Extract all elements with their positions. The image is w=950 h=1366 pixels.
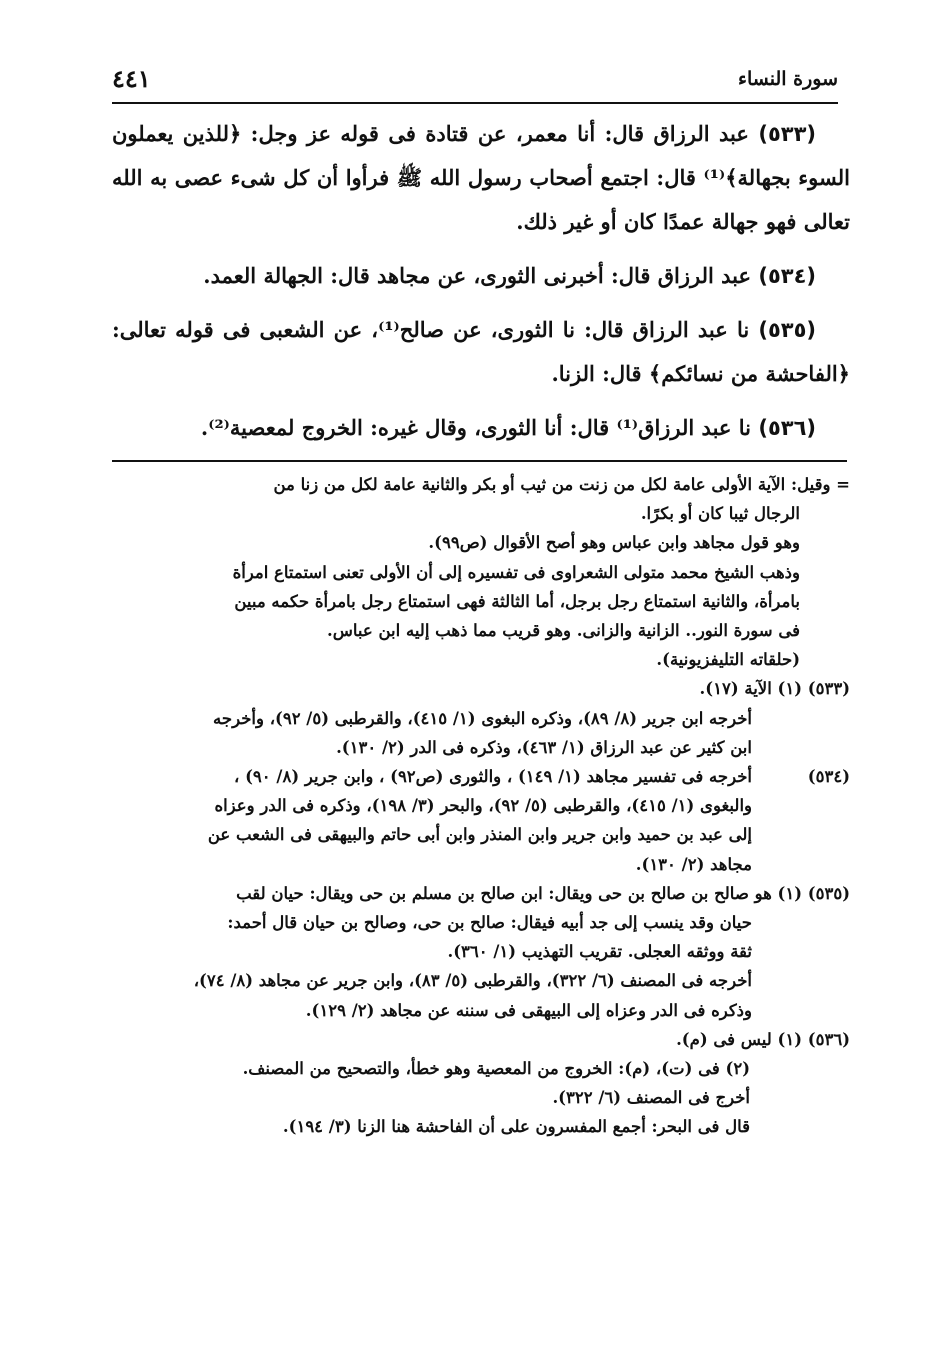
paragraph-535 bbox=[112, 308, 850, 396]
paragraph-text: عبد الرزاق قال: أنا معمر، عن قتادة فى قوله عز وجل: ﴿للذين يعملون السوء بجهالة﴾⁽¹⁾ قال: اجتمع أصحاب رسول الله ﷺ فرأوا أن كل شىء عصى به الله تعالى فهو جهالة عمدًا كان أو غير ذلك. bbox=[112, 121, 850, 234]
footnote-continued bbox=[110, 470, 850, 674]
footnote-head: (٥٣٦) (١) ليس فى (م). bbox=[676, 1029, 850, 1049]
footnote-536 bbox=[110, 1025, 850, 1142]
paragraph-text: نا عبد الرزاق⁽¹⁾ قال: أنا الثورى، وقال غيره: الخروج لمعصية⁽²⁾. bbox=[200, 415, 752, 440]
paragraph-number: (٥٣٤) bbox=[758, 264, 816, 288]
footnote-line: (٢) فى (ت)، (م): الخروج من المعصية وهو خطأ، والتصحيح من المصنف. bbox=[242, 1059, 750, 1079]
footnote-line: أخرج فى المصنف (٦/ ٣٢٢). bbox=[552, 1088, 750, 1108]
paragraph-number: (٥٣٥) bbox=[758, 318, 817, 342]
footnote-line: أخرجه ابن جرير (٨/ ٨٩)، وذكره البغوى (١/ ٤١٥)، والقرطبى (٥/ ٩٢)، وأخرجه bbox=[213, 708, 752, 728]
paragraph-534 bbox=[112, 254, 850, 298]
footnote-line: إلى عبد بن حميد وابن جرير وابن المنذر وابن أبى حاتم والبيهقى فى الشعب عن bbox=[207, 825, 752, 845]
footnote-label: (٥٣٤) bbox=[807, 767, 850, 787]
footnote-line: (حلقاته التليفزيونية). bbox=[656, 650, 800, 670]
page-header bbox=[112, 62, 838, 96]
page-number: ٤٤١ bbox=[112, 64, 151, 93]
paragraph-number: (٥٣٦) bbox=[758, 416, 816, 440]
footnote-535 bbox=[110, 879, 850, 1025]
footnote-line: الرجال ثيبا كان أو بكرًا. bbox=[640, 504, 800, 524]
footnote-text: أخرجه فى تفسير مجاهد (١/ ١٤٩) ، والثورى (ص٩٢) ، وابن جرير (٨/ ٩٠) ، bbox=[234, 767, 752, 787]
footnote-533 bbox=[110, 674, 850, 762]
footnote-line: مجاهد (٢/ ١٣٠). bbox=[635, 854, 752, 874]
header-rule bbox=[112, 102, 838, 104]
footnote-line: بامرأة، والثانية استمتاع رجل برجل، أما الثالثة فهى استمتاع رجل بامرأة حكمه مبين bbox=[234, 591, 800, 611]
footnote-line: وهو قول مجاهد وابن عباس وهو أصح الأقوال (ص٩٩). bbox=[428, 533, 800, 553]
footnote-line: والبغوى (١/ ٤١٥)، والقرطبى (٥/ ٩٢)، والبحر (٣/ ١٩٨)، وذكره فى الدر وعزاه bbox=[214, 796, 752, 816]
paragraph-number: (٥٣٣) bbox=[758, 122, 816, 146]
footnote-line: وذهب الشيخ محمد متولى الشعراوى فى تفسيره إلى أن الأولى تعنى استمتاع امرأة bbox=[232, 562, 800, 582]
paragraph-text: نا عبد الرزاق قال: نا الثورى، عن صالح⁽¹⁾، عن الشعبى فى قوله تعالى: ﴿الفاحشة من نسائكم﴾ قال: الزنا. bbox=[112, 317, 850, 386]
footnote-line bbox=[110, 762, 850, 791]
footnote-line: أخرجه فى المصنف (٦/ ٣٢٢)، والقرطبى (٥/ ٨٣)، وابن جرير عن مجاهد (٨/ ٧٤)، bbox=[193, 971, 752, 991]
footnote-head: (٥٣٣) (١) الآية (١٧). bbox=[699, 679, 850, 699]
main-text bbox=[112, 112, 850, 460]
footnote-line: ثقة ووثقه العجلى. تقريب التهذيب (١/ ٣٦٠). bbox=[447, 942, 752, 962]
footnote-line: حيان وقد ينسب إلى جد أبيه فيقال: صالح بن حى، وصالح بن حيان قال أحمد: bbox=[227, 913, 752, 933]
paragraph-533 bbox=[112, 112, 850, 244]
footnote-rule bbox=[112, 460, 847, 462]
footnote-line: = وقيل: الآية الأولى عامة لكل من زنت من ثيب أو بكر والثانية عامة لكل من زنا من bbox=[273, 475, 850, 494]
paragraph-536 bbox=[112, 406, 850, 450]
footnote-line: وذكره فى الدر وعزاه إلى البيهقى فى سننه عن مجاهد (٢/ ١٢٩). bbox=[305, 1000, 752, 1020]
footnote-line: ابن كثير عن عبد الرزاق (١/ ٤٦٣)، وذكره فى الدر (٢/ ١٣٠). bbox=[336, 737, 752, 757]
footnote-head: (٥٣٥) (١) هو صالح بن صالح بن حى ويقال: ابن صالح بن مسلم بن حى ويقال: حيان لقب bbox=[236, 883, 850, 903]
footnote-line: قال فى البحر: أجمع المفسرون على أن الفاحشة هنا الزنا (٣/ ١٩٤). bbox=[282, 1117, 750, 1137]
surah-title: سورة النساء bbox=[738, 68, 838, 90]
paragraph-text: عبد الرزاق قال: أخبرنى الثورى، عن مجاهد قال: الجهالة العمد. bbox=[203, 263, 752, 288]
footnotes bbox=[110, 470, 850, 1142]
footnote-line: فى سورة النور.. الزانية والزانى. وهو قريب مما ذهب إليه ابن عباس. bbox=[327, 621, 800, 641]
footnote-534 bbox=[110, 762, 850, 879]
